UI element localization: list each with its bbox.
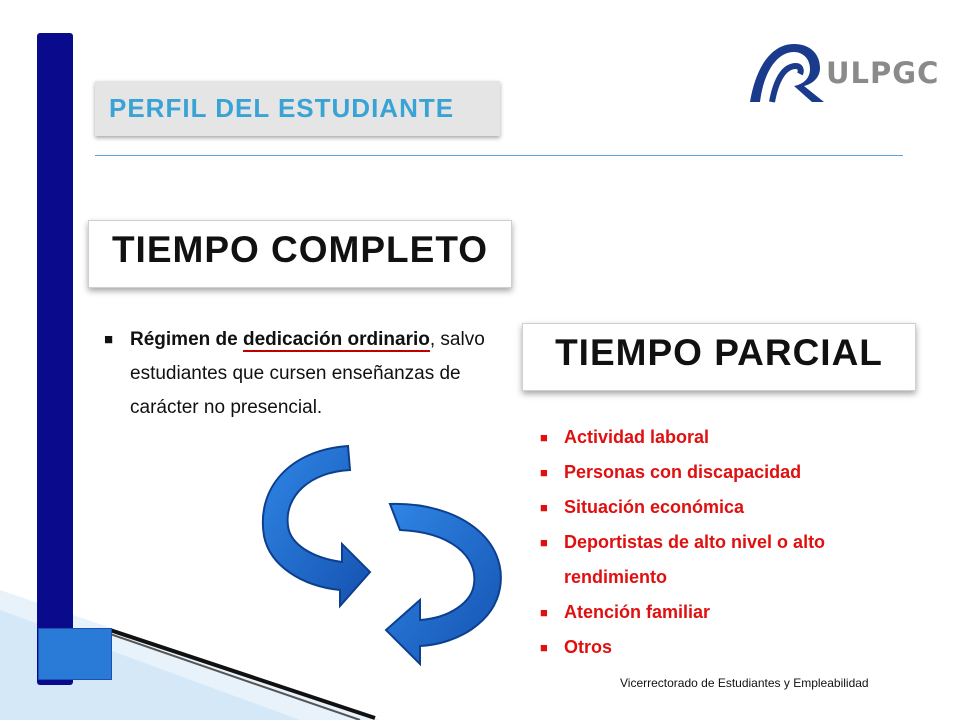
- bullet-square-icon: ■: [540, 640, 548, 655]
- bullet-square-icon: ■: [540, 605, 548, 620]
- curved-arrows: [250, 440, 520, 670]
- bullet-square-icon: ■: [540, 500, 548, 515]
- tiempo-parcial-title: TIEMPO PARCIAL: [555, 332, 883, 373]
- list-item: ■ Atención familiar: [540, 595, 910, 630]
- bullet-square-icon: ■: [540, 535, 548, 550]
- list-item: ■ Deportistas de alto nivel o alto rendimiento: [540, 525, 910, 595]
- left-accent-bar: [37, 33, 73, 685]
- bullet-square-icon: ■: [540, 430, 548, 445]
- curved-arrow-icon: [386, 504, 501, 664]
- ulpgc-logo-icon: [742, 36, 832, 106]
- tiempo-completo-title: TIEMPO COMPLETO: [111, 229, 489, 270]
- list-item: ■ Otros: [540, 630, 910, 665]
- footer-text: Vicerrectorado de Estudiantes y Empleabilidad: [620, 676, 869, 690]
- bullet-square-icon: ■: [104, 331, 114, 348]
- list-item: ■ Actividad laboral: [540, 420, 910, 455]
- bullet-square-icon: ■: [540, 465, 548, 480]
- list-item: ■ Situación económica: [540, 490, 910, 525]
- list-item: ■ Personas con discapacidad: [540, 455, 910, 490]
- desc-underlined: dedicación ordinario: [242, 329, 430, 350]
- curved-arrow-icon: [263, 446, 370, 606]
- desc-prefix: Régimen de: [130, 329, 243, 350]
- divider-line: [95, 155, 903, 156]
- logo-text: ULPGC: [826, 56, 940, 90]
- desc-suffix: , salvo estudiantes que cursen enseñanzas de carácter no presencial.: [130, 329, 485, 418]
- tiempo-completo-description: [104, 323, 524, 425]
- corner-square: [38, 628, 112, 680]
- section-title: PERFIL DEL ESTUDIANTE: [109, 93, 455, 123]
- tiempo-parcial-list: [540, 420, 910, 665]
